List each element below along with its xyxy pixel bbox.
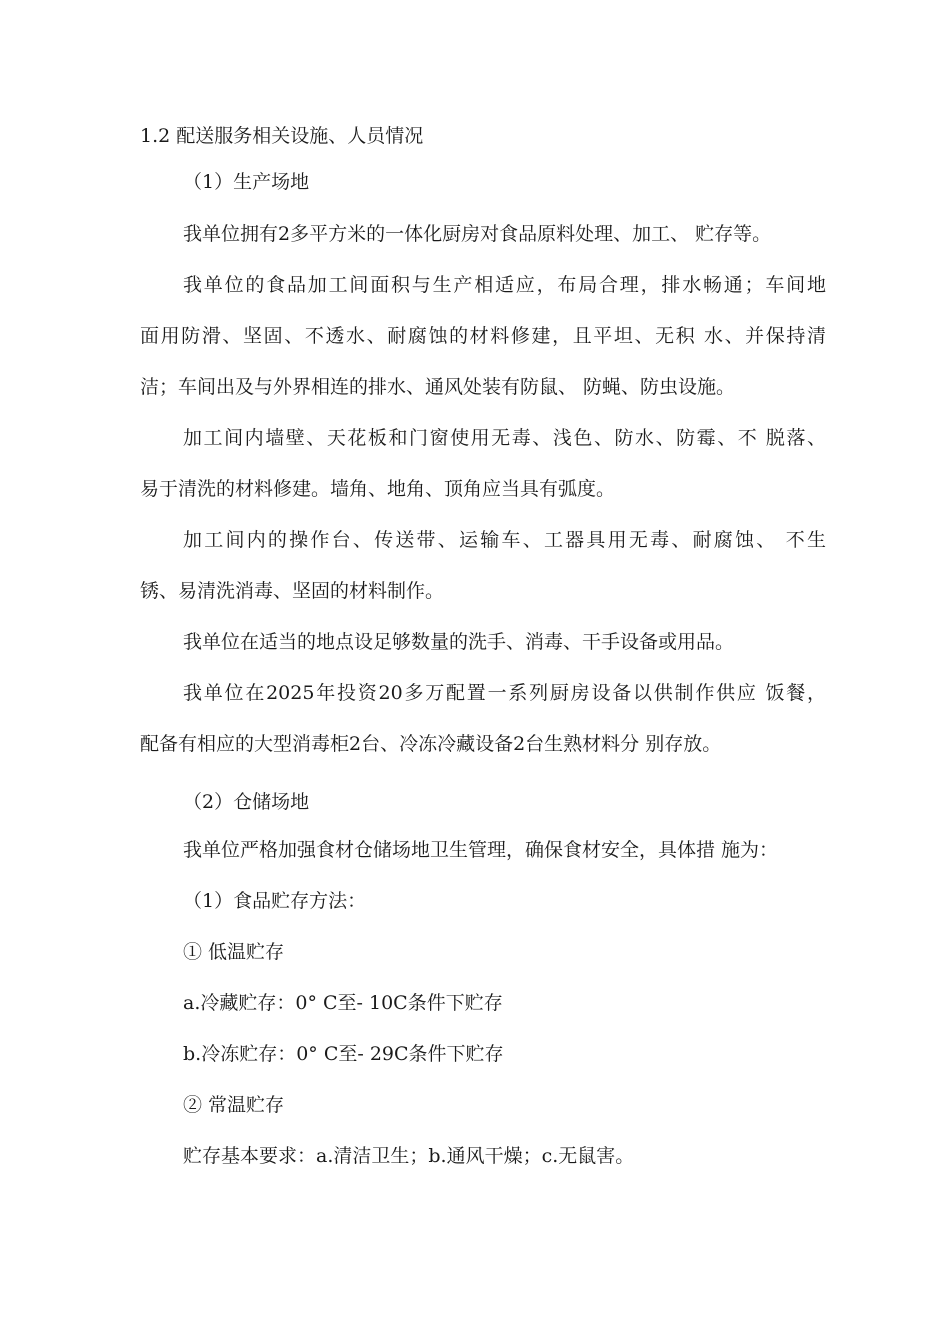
subsection-heading-production: （1）生产场地: [183, 171, 310, 193]
list-item-frozen: b.冷冻贮存：0° C至- 29C条件下贮存: [183, 1043, 504, 1065]
paragraph-workshop-line-2: 面用防滑、坚固、不透水、耐腐蚀的材料修建，且平坦、无积 水、并保持清: [140, 325, 826, 347]
paragraph-equipment-line-2: 锈、易清洗消毒、坚固的材料制作。: [140, 580, 445, 602]
paragraph-kitchen-area: 我单位拥有2多平方米的一体化厨房对食品原料处理、加工、 贮存等。: [183, 223, 772, 245]
paragraph-storage-requirements: 贮存基本要求：a.清洁卫生；b.通风干燥；c.无鼠害。: [183, 1145, 635, 1167]
paragraph-storage-management: 我单位严格加强食材仓储场地卫生管理，确保食材安全，具体措 施为：: [183, 839, 779, 861]
section-heading: 1.2 配送服务相关设施、人员情况: [140, 125, 424, 147]
list-item-refrigerated: a.冷藏贮存：0° C至- 10C条件下贮存: [183, 992, 503, 1014]
list-item-storage-methods: （1）食品贮存方法：: [183, 890, 367, 912]
list-item-room-temperature: ② 常温贮存: [183, 1094, 285, 1116]
paragraph-investment-line-2: 配备有相应的大型消毒柜2台、冷冻冷藏设备2台生熟材料分 别存放。: [140, 733, 722, 755]
paragraph-workshop-line-3: 洁；车间出及与外界相连的排水、通风处装有防鼠、 防蝇、防虫设施。: [140, 376, 736, 398]
paragraph-handwash: 我单位在适当的地点设足够数量的洗手、消毒、干手设备或用品。: [183, 631, 735, 653]
subsection-heading-storage: （2）仓储场地: [183, 791, 310, 813]
list-item-low-temperature: ① 低温贮存: [183, 941, 285, 963]
paragraph-investment-line-1: 我单位在2025年投资20多万配置一系列厨房设备以供制作供应 饭餐，: [183, 682, 826, 704]
paragraph-workshop-line-1: 我单位的食品加工间面积与生产相适应，布局合理，排水畅通；车间地: [183, 274, 826, 296]
paragraph-walls-line-1: 加工间内墙壁、天花板和门窗使用无毒、浅色、防水、防霉、不 脱落、: [183, 427, 826, 449]
paragraph-walls-line-2: 易于清洗的材料修建。墙角、地角、顶角应当具有弧度。: [140, 478, 616, 500]
paragraph-equipment-line-1: 加工间内的操作台、传送带、运输车、工器具用无毒、耐腐蚀、 不生: [183, 529, 826, 551]
